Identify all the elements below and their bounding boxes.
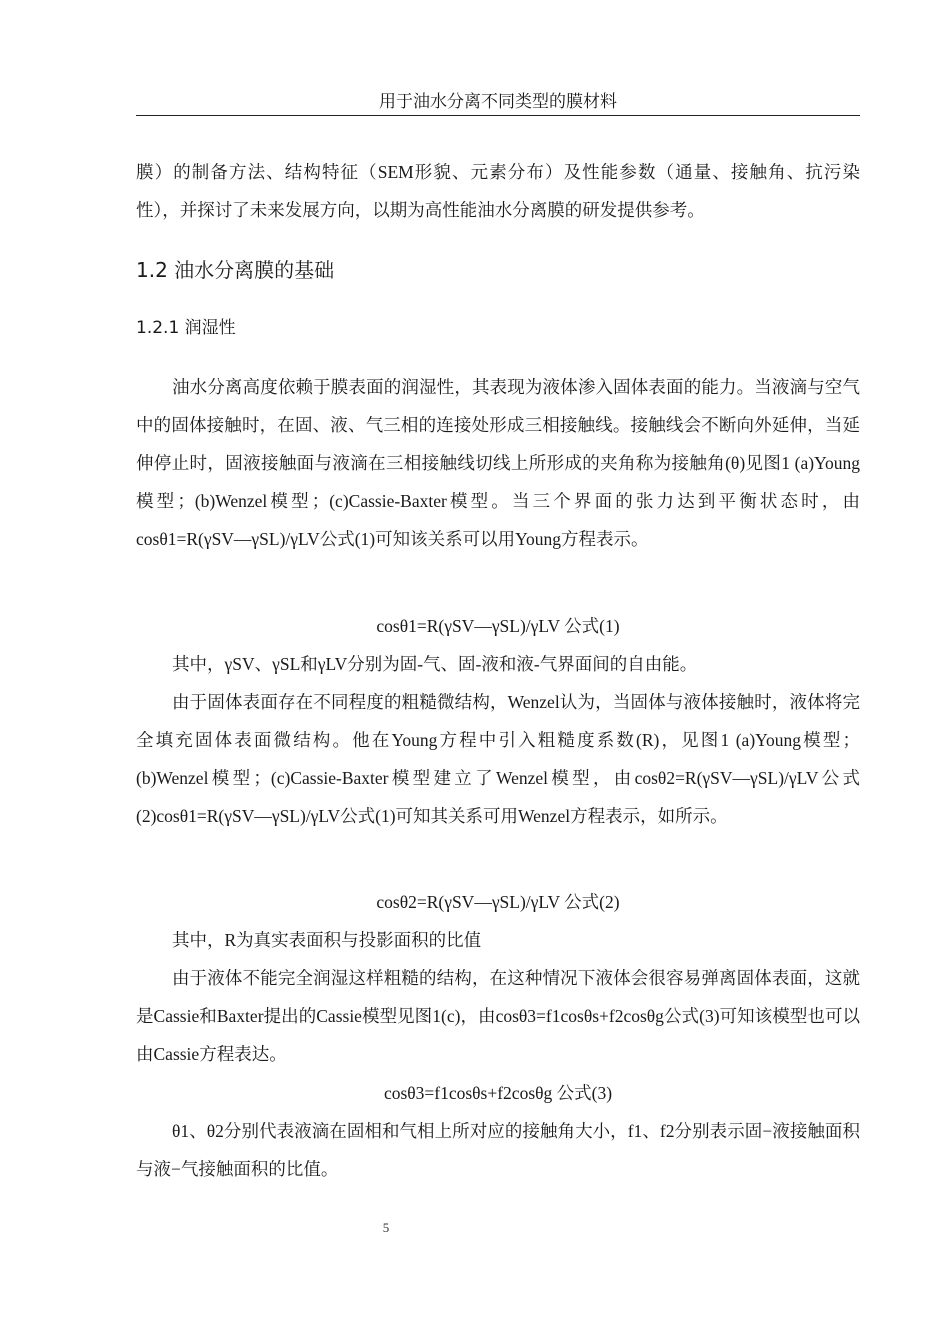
running-header: 用于油水分离不同类型的膜材料 xyxy=(379,92,617,111)
page-number: 5 xyxy=(382,1220,390,1235)
paragraph-wenzel: 由于固体表面存在不同程度的粗糙微结构，Wenzel认为，当固体与液体接触时，液体将完全填充固体表面微结构。他在Young方程中引入粗糙度系数(R)，见图1 (a)Young模型；(b)Wenzel模型；(c)Cassie-Baxter模型建立了Wenzel模型，由cosθ2=R(γSV—γSL)/γLV公式(2)cosθ1=R(γSV—γSL)/γLV公式(1)可知其关系可用Wenzel方程表示，如所示。 xyxy=(136,692,860,826)
equation-2: cosθ2=R(γSV—γSL)/γLV 公式(2) xyxy=(376,892,620,912)
paragraph-intro: 膜）的制备方法、结构特征（SEM形貌、元素分布）及性能参数（通量、接触角、抗污染性），并探讨了未来发展方向，以期为高性能油水分离膜的研发提供参考。 xyxy=(136,162,860,220)
header-rule xyxy=(136,115,860,116)
paragraph-young-terms: 其中，γSV、γSL和γLV分别为固-气、固-液和液-气界面间的自由能。 xyxy=(172,654,698,674)
paragraph-cassie-terms: θ1、θ2分别代表液滴在固相和气相上所对应的接触角大小，f1、f2分别表示固−液接触面积与液−气接触面积的比值。 xyxy=(136,1121,860,1179)
paragraph-wettability: 油水分离高度依赖于膜表面的润湿性，其表现为液体渗入固体表面的能力。当液滴与空气中的固体接触时，在固、液、气三相的连接处形成三相接触线。接触线会不断向外延伸，当延伸停止时，固液接触面与液滴在三相接触线切线上所形成的夹角称为接触角(θ)见图1 (a)Young模型；(b)Wenzel模型；(c)Cassie-Baxter模型。当三个界面的张力达到平衡状态时，由cosθ1=R(γSV—γSL)/γLV公式(1)可知该关系可以用Young方程表示。 xyxy=(136,377,860,549)
paragraph-cassie: 由于液体不能完全润湿这样粗糙的结构，在这种情况下液体会很容易弹离固体表面，这就是Cassie和Baxter提出的Cassie模型见图1(c)，由cosθ3=f1cosθs+f2cosθg公式(3)可知该模型也可以由Cassie方程表达。 xyxy=(136,968,860,1064)
equation-3: cosθ3=f1cosθs+f2cosθg 公式(3) xyxy=(383,1083,613,1103)
equation-1: cosθ1=R(γSV—γSL)/γLV 公式(1) xyxy=(376,616,620,636)
subsection-heading: 1.2.1 润湿性 xyxy=(136,318,236,338)
paragraph-wenzel-terms: 其中，R为真实表面积与投影面积的比值 xyxy=(172,930,482,950)
section-heading: 1.2 油水分离膜的基础 xyxy=(136,258,335,282)
